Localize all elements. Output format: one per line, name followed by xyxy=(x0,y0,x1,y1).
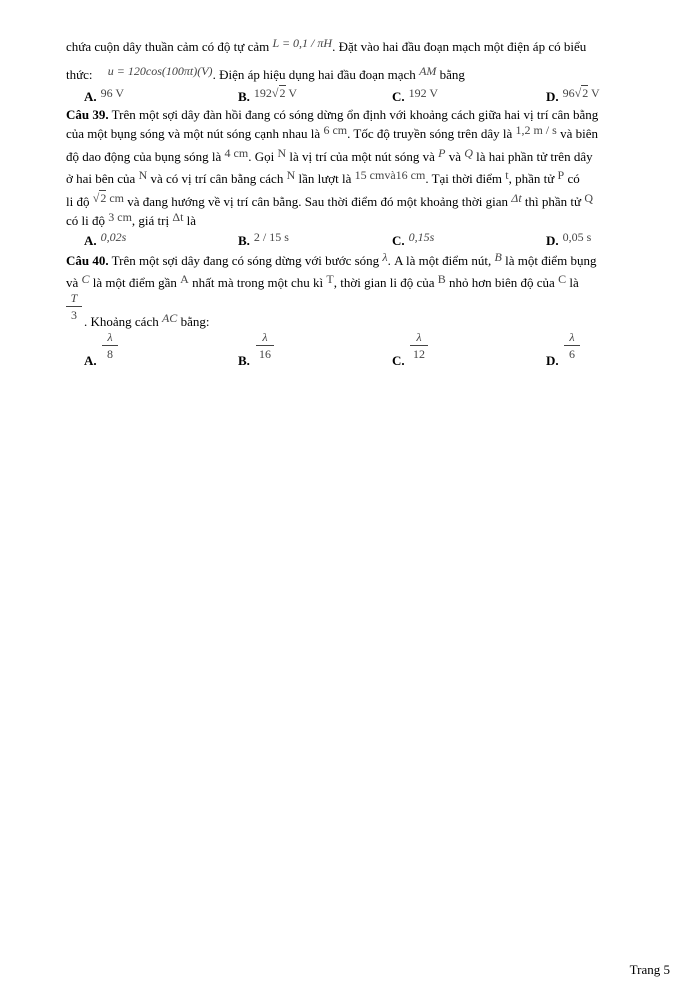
voltage-expression: u = 120cos(100πt)(V) xyxy=(107,64,213,78)
sqrt-icon: √2 xyxy=(574,86,589,100)
q40-option-d-fraction: λ 6 xyxy=(564,330,580,361)
option-value: 96 V xyxy=(100,86,125,100)
fraction-t-over-3: T 3 xyxy=(66,291,82,322)
carryover-line-2 xyxy=(66,66,670,84)
carryover-line-1 xyxy=(66,38,670,56)
question-number: Câu 40. xyxy=(66,253,109,268)
q40-line-2: và C là một điểm gần A nhất mà trong một chu kì T, thời gian li độ của B nhỏ hơn biên độ của C là xyxy=(66,272,579,290)
q40-option-b-fraction: λ 16 xyxy=(256,330,274,361)
q39-option-d[interactable]: D. 0,05 s xyxy=(546,230,592,248)
q40-option-a-fraction: λ 8 xyxy=(102,330,118,361)
option-label: C. xyxy=(392,89,405,104)
inductance-expression: L = 0,1 / πH xyxy=(272,36,333,50)
option-d[interactable]: D. 96√2 V xyxy=(546,86,600,104)
q40-option-b[interactable]: B. xyxy=(238,353,250,368)
option-value: 192 xyxy=(253,86,272,100)
option-value: 0,05 s xyxy=(562,230,592,244)
segment-AM: AM xyxy=(419,64,437,78)
q40-option-c-fraction: λ 12 xyxy=(410,330,428,361)
option-value: 192 V xyxy=(408,86,439,100)
q40-option-c[interactable]: C. xyxy=(392,353,405,368)
q39-line-1 xyxy=(66,106,670,124)
page-number: Trang 5 xyxy=(629,962,670,977)
text: Trên một sợi dây đàn hồi đang có sóng dừng ổn định với khoảng cách giữa hai vị trí cân bằng xyxy=(111,107,599,122)
q40-option-d[interactable]: D. xyxy=(546,353,559,368)
q39-line-2: của một bụng sóng và một nút sóng cạnh nhau là 6 cm. Tốc độ truyền sóng trên dây là 1,2 m / s và biên xyxy=(66,123,598,141)
text: bằng xyxy=(439,67,465,82)
q39-option-c[interactable]: C. 0,15s xyxy=(392,230,435,248)
option-label: B. xyxy=(238,89,250,104)
amplitude-value: 4 cm xyxy=(224,146,249,160)
lambda-symbol: λ xyxy=(382,250,388,264)
q40-line-1: Câu 40. Trên một sợi dây đang có sóng dừng với bước sóng λ. A là một điểm nút, B là một điểm bụng xyxy=(66,250,597,268)
q39-line-4: ở hai bên của N và có vị trí cân bằng cách N lần lượt là 15 cmvà16 cm. Tại thời điểm t, phần tử P có xyxy=(66,168,580,186)
q39-line-5: li độ √2 cm và đang hướng về vị trí cân bằng. Sau thời điểm đó một khoảng thời gian Δt thì phần tử Q xyxy=(66,191,593,209)
text: . Điện áp hiệu dụng hai đầu đoạn mạch xyxy=(212,67,416,82)
option-label: D. xyxy=(546,89,559,104)
question-number: Câu 39. xyxy=(66,107,109,122)
distance-value: 6 cm xyxy=(323,123,348,137)
option-label: A. xyxy=(84,89,97,104)
option-c[interactable] xyxy=(392,88,438,106)
distances-value: 15 cmvà16 cm xyxy=(354,168,426,182)
text: thức: xyxy=(66,67,93,82)
q40-line-3: . Khoảng cách AC bằng: xyxy=(84,311,210,329)
option-value: 0,02s xyxy=(100,230,127,244)
option-value: 2 / 15 s xyxy=(253,230,289,244)
option-value: 96 xyxy=(562,86,575,100)
q39-option-b[interactable]: B. 2 / 15 s xyxy=(238,230,289,248)
q39-line-6: có li độ 3 cm, giá trị Δt là xyxy=(66,210,197,228)
sqrt-icon: √2 xyxy=(271,86,286,100)
option-value: 0,15s xyxy=(408,230,435,244)
q39-line-3: độ dao động của bụng sóng là 4 cm. Gọi N là vị trí của một nút sóng và P và Q là hai phần tử trên dây xyxy=(66,146,593,164)
q40-option-a[interactable]: A. xyxy=(84,353,97,368)
option-b[interactable]: B. 192√2 V xyxy=(238,86,297,104)
text: . Đặt vào hai đầu đoạn mạch một điện áp có biểu xyxy=(332,39,587,54)
text: chứa cuộn dây thuần cảm có độ tự cảm xyxy=(66,39,270,54)
sqrt-icon: √2 xyxy=(92,191,107,205)
option-a[interactable] xyxy=(84,88,124,106)
q39-option-a[interactable]: A. 0,02s xyxy=(84,230,127,248)
speed-value: 1,2 m / s xyxy=(515,123,557,137)
